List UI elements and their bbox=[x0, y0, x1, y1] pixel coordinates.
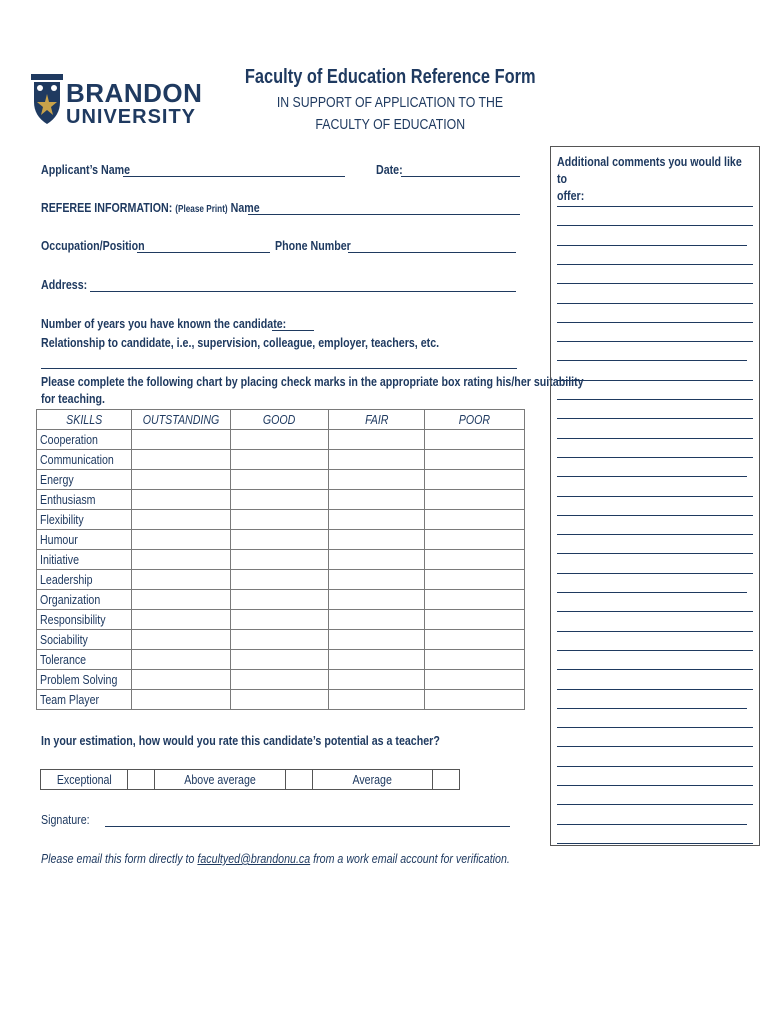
rating-cell-poor[interactable] bbox=[425, 670, 525, 690]
rating-cell-good[interactable] bbox=[231, 470, 329, 490]
rating-cell-poor[interactable] bbox=[425, 590, 525, 610]
rating-cell-good[interactable] bbox=[231, 610, 329, 630]
form-subtitle-line2: FACULTY OF EDUCATION bbox=[315, 116, 465, 133]
rating-cell-outstanding[interactable] bbox=[132, 690, 231, 710]
skill-label: Communication bbox=[37, 450, 132, 470]
rating-cell-fair[interactable] bbox=[329, 510, 425, 530]
rating-cell-fair[interactable] bbox=[329, 450, 425, 470]
comment-line[interactable] bbox=[557, 399, 753, 400]
rating-cell-fair[interactable] bbox=[329, 610, 425, 630]
comment-line[interactable] bbox=[557, 785, 753, 786]
signature-field[interactable] bbox=[105, 826, 510, 827]
address-label: Address: bbox=[41, 277, 88, 292]
rating-cell-outstanding[interactable] bbox=[132, 590, 231, 610]
occupation-label: Occupation/Position bbox=[41, 238, 145, 253]
comment-line[interactable] bbox=[557, 380, 753, 381]
column-fair: FAIR bbox=[329, 410, 425, 430]
rating-cell-good[interactable] bbox=[231, 550, 329, 570]
comment-line[interactable] bbox=[557, 708, 747, 709]
comment-line[interactable] bbox=[557, 322, 753, 323]
comment-line[interactable] bbox=[557, 766, 753, 767]
option-above-average-checkbox[interactable] bbox=[286, 770, 313, 790]
shield-crest-icon bbox=[30, 72, 64, 126]
rating-cell-poor[interactable] bbox=[425, 510, 525, 530]
comment-line[interactable] bbox=[557, 746, 753, 747]
relationship-field[interactable] bbox=[41, 368, 517, 369]
table-row bbox=[37, 570, 525, 590]
comment-line[interactable] bbox=[557, 515, 753, 516]
skill-label: Problem Solving bbox=[37, 670, 132, 690]
rating-cell-poor[interactable] bbox=[425, 490, 525, 510]
potential-rating-table bbox=[40, 769, 460, 790]
comment-line[interactable] bbox=[557, 245, 747, 246]
option-above-average-label: Above average bbox=[155, 770, 286, 790]
occupation-field[interactable] bbox=[137, 252, 270, 253]
rating-cell-poor[interactable] bbox=[425, 610, 525, 630]
rating-cell-outstanding[interactable] bbox=[132, 510, 231, 530]
comment-line[interactable] bbox=[557, 457, 753, 458]
table-row bbox=[37, 650, 525, 670]
rating-cell-outstanding[interactable] bbox=[132, 630, 231, 650]
referee-name-label: REFEREE INFORMATION: (Please Print) Name bbox=[41, 200, 260, 215]
rating-cell-poor[interactable] bbox=[425, 530, 525, 550]
applicant-name-label: Applicant’s Name bbox=[41, 162, 131, 177]
comment-line[interactable] bbox=[557, 689, 753, 690]
comment-line[interactable] bbox=[557, 283, 753, 284]
comment-line[interactable] bbox=[557, 804, 753, 805]
rating-cell-poor[interactable] bbox=[425, 570, 525, 590]
rating-cell-poor[interactable] bbox=[425, 470, 525, 490]
rating-cell-fair[interactable] bbox=[329, 590, 425, 610]
chart-instructions: Please complete the following chart by placing check marks in the appropriate box rating his/her suitability for teaching. bbox=[41, 374, 584, 406]
table-row bbox=[37, 550, 525, 570]
date-field[interactable] bbox=[401, 176, 520, 177]
rating-cell-good[interactable] bbox=[231, 450, 329, 470]
skill-label: Flexibility bbox=[37, 510, 132, 530]
rating-cell-fair[interactable] bbox=[329, 630, 425, 650]
rating-cell-good[interactable] bbox=[231, 650, 329, 670]
years-known-label: Number of years you have known the candidate: bbox=[41, 316, 287, 331]
comment-line[interactable] bbox=[557, 496, 753, 497]
table-row bbox=[37, 610, 525, 630]
skill-label: Humour bbox=[37, 530, 132, 550]
rating-cell-outstanding[interactable] bbox=[132, 570, 231, 590]
comment-line[interactable] bbox=[557, 611, 753, 612]
form-subtitle-line1: IN SUPPORT OF APPLICATION TO THE bbox=[276, 94, 504, 111]
rating-cell-outstanding[interactable] bbox=[132, 530, 231, 550]
rating-cell-fair[interactable] bbox=[329, 550, 425, 570]
rating-cell-good[interactable] bbox=[231, 690, 329, 710]
rating-cell-good[interactable] bbox=[231, 670, 329, 690]
table-row bbox=[37, 470, 525, 490]
address-field[interactable] bbox=[90, 291, 516, 292]
skill-label: Tolerance bbox=[37, 650, 132, 670]
rating-cell-outstanding[interactable] bbox=[132, 610, 231, 630]
column-poor: POOR bbox=[425, 410, 525, 430]
years-known-field[interactable] bbox=[272, 330, 314, 331]
table-row bbox=[37, 690, 525, 710]
table-row bbox=[37, 630, 525, 650]
rating-cell-poor[interactable] bbox=[425, 450, 525, 470]
rating-cell-poor[interactable] bbox=[425, 550, 525, 570]
option-average-checkbox[interactable] bbox=[433, 770, 460, 790]
additional-comments-box[interactable] bbox=[550, 146, 760, 846]
skill-label: Leadership bbox=[37, 570, 132, 590]
signature-label: Signature: bbox=[41, 812, 90, 827]
rating-cell-good[interactable] bbox=[231, 630, 329, 650]
applicant-name-field[interactable] bbox=[123, 176, 345, 177]
skill-label: Initiative bbox=[37, 550, 132, 570]
comment-line[interactable] bbox=[557, 650, 753, 651]
skill-label: Sociability bbox=[37, 630, 132, 650]
rating-cell-outstanding[interactable] bbox=[132, 490, 231, 510]
skill-label: Team Player bbox=[37, 690, 132, 710]
rating-cell-outstanding[interactable] bbox=[132, 430, 231, 450]
comment-line[interactable] bbox=[557, 534, 753, 535]
rating-cell-fair[interactable] bbox=[329, 530, 425, 550]
rating-cell-poor[interactable] bbox=[425, 690, 525, 710]
comment-line[interactable] bbox=[557, 418, 753, 419]
rating-cell-fair[interactable] bbox=[329, 690, 425, 710]
skill-label: Responsibility bbox=[37, 610, 132, 630]
skill-label: Enthusiasm bbox=[37, 490, 132, 510]
rating-cell-outstanding[interactable] bbox=[132, 470, 231, 490]
rating-cell-good[interactable] bbox=[231, 510, 329, 530]
comment-line[interactable] bbox=[557, 727, 753, 728]
email-link[interactable]: facultyed@brandonu.ca bbox=[197, 851, 311, 866]
table-row bbox=[37, 530, 525, 550]
table-row bbox=[37, 510, 525, 530]
table-row bbox=[37, 430, 525, 450]
phone-label: Phone Number bbox=[275, 238, 351, 253]
footer-note: Please email this form directly to facultyed@brandonu.ca from a work email account for verification. bbox=[41, 851, 510, 866]
skills-rating-table bbox=[36, 409, 525, 710]
comment-line[interactable] bbox=[557, 360, 747, 361]
comment-line[interactable] bbox=[557, 573, 753, 574]
rating-cell-good[interactable] bbox=[231, 530, 329, 550]
referee-name-field[interactable] bbox=[248, 214, 520, 215]
option-average-label: Average bbox=[313, 770, 433, 790]
rating-cell-fair[interactable] bbox=[329, 670, 425, 690]
comment-line[interactable] bbox=[557, 553, 753, 554]
rating-cell-good[interactable] bbox=[231, 570, 329, 590]
comment-line[interactable] bbox=[557, 206, 753, 207]
skill-label: Cooperation bbox=[37, 430, 132, 450]
rating-cell-fair[interactable] bbox=[329, 470, 425, 490]
comment-line[interactable] bbox=[557, 592, 747, 593]
rating-cell-fair[interactable] bbox=[329, 430, 425, 450]
rating-cell-good[interactable] bbox=[231, 430, 329, 450]
comment-line[interactable] bbox=[557, 824, 747, 825]
rating-cell-outstanding[interactable] bbox=[132, 650, 231, 670]
table-row bbox=[37, 670, 525, 690]
comment-line[interactable] bbox=[557, 225, 753, 226]
logo-word-brandon: BRANDON bbox=[66, 78, 203, 108]
comment-line[interactable] bbox=[557, 341, 753, 342]
rating-cell-good[interactable] bbox=[231, 490, 329, 510]
column-outstanding: OUTSTANDING bbox=[132, 410, 231, 430]
comment-line[interactable] bbox=[557, 303, 753, 304]
comment-line[interactable] bbox=[557, 438, 753, 439]
rating-cell-outstanding[interactable] bbox=[132, 550, 231, 570]
rating-cell-outstanding[interactable] bbox=[132, 450, 231, 470]
rating-cell-fair[interactable] bbox=[329, 490, 425, 510]
table-row bbox=[37, 590, 525, 610]
table-row bbox=[37, 490, 525, 510]
logo-word-university: UNIVERSITY bbox=[66, 106, 197, 128]
column-skills: SKILLS bbox=[37, 410, 132, 430]
rating-cell-good[interactable] bbox=[231, 590, 329, 610]
skill-label: Energy bbox=[37, 470, 132, 490]
skill-label: Organization bbox=[37, 590, 132, 610]
potential-question: In your estimation, how would you rate this candidate’s potential as a teacher? bbox=[41, 733, 440, 748]
phone-field[interactable] bbox=[348, 252, 516, 253]
relationship-label: Relationship to candidate, i.e., supervision, colleague, employer, teachers, etc. bbox=[41, 335, 440, 350]
rating-cell-fair[interactable] bbox=[329, 570, 425, 590]
university-logo bbox=[30, 72, 203, 128]
rating-cell-outstanding[interactable] bbox=[132, 670, 231, 690]
comments-heading: Additional comments you would like to offer: bbox=[557, 154, 742, 203]
option-exceptional-checkbox[interactable] bbox=[128, 770, 155, 790]
comment-line[interactable] bbox=[557, 631, 753, 632]
rating-cell-fair[interactable] bbox=[329, 650, 425, 670]
skills-table-header bbox=[37, 410, 525, 430]
comment-line[interactable] bbox=[557, 264, 753, 265]
comment-line[interactable] bbox=[557, 669, 753, 670]
column-good: GOOD bbox=[231, 410, 329, 430]
rating-cell-poor[interactable] bbox=[425, 630, 525, 650]
rating-cell-poor[interactable] bbox=[425, 430, 525, 450]
date-label: Date: bbox=[376, 162, 403, 177]
form-title: Faculty of Education Reference Form bbox=[244, 66, 536, 88]
option-exceptional-label: Exceptional bbox=[41, 770, 128, 790]
comment-line[interactable] bbox=[557, 476, 747, 477]
comment-line[interactable] bbox=[557, 843, 753, 844]
table-row bbox=[37, 450, 525, 470]
rating-cell-poor[interactable] bbox=[425, 650, 525, 670]
